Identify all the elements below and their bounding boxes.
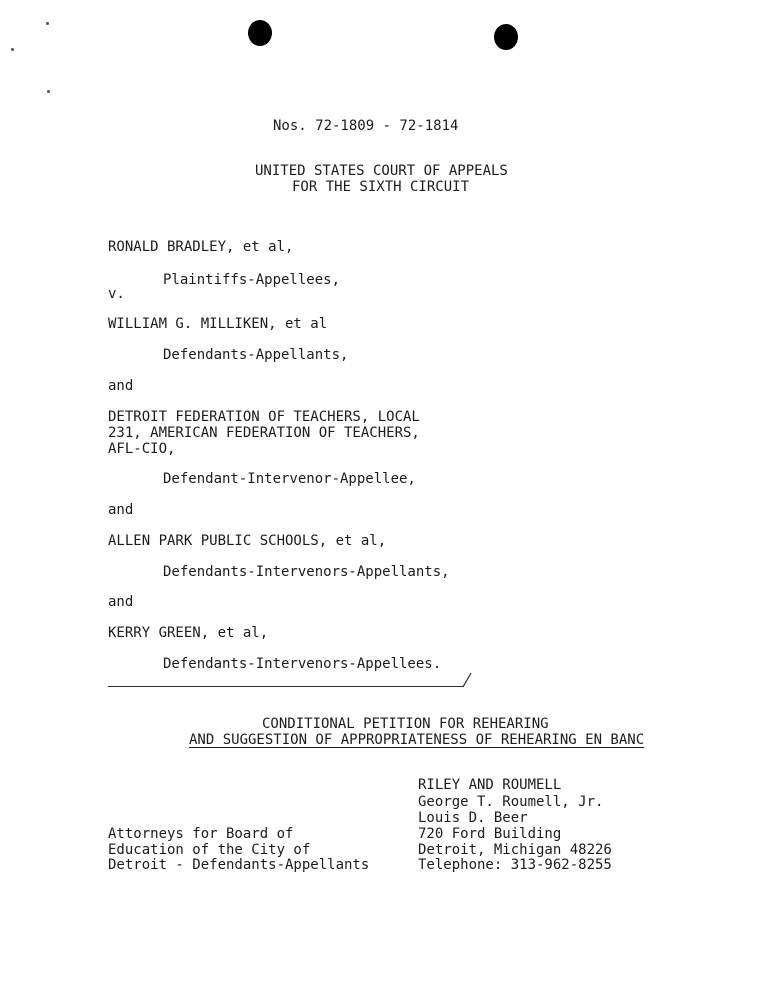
caption-rule-slash: [462, 672, 472, 688]
petition-title-line1: CONDITIONAL PETITION FOR REHEARING: [262, 716, 549, 732]
attorney-name: George T. Roumell, Jr.: [418, 794, 604, 810]
attorneys-for-line1: Attorneys for Board of: [108, 826, 294, 842]
versus: v.: [108, 286, 125, 302]
punch-hole-right: [494, 24, 518, 50]
conjunction-and: and: [108, 378, 134, 394]
attorneys-for-line2: Education of the City of: [108, 842, 311, 858]
party-plaintiff-role: Plaintiffs-Appellees,: [163, 272, 341, 288]
party-schools-role: Defendants-Intervenors-Appellants,: [163, 564, 450, 580]
firm-name: RILEY AND ROUMELL: [418, 777, 562, 793]
conjunction-and: and: [108, 502, 134, 518]
scan-speck: [11, 48, 14, 51]
attorneys-for-line3: Detroit - Defendants-Appellants: [108, 857, 370, 873]
party-intervenor-name-line1: DETROIT FEDERATION OF TEACHERS, LOCAL: [108, 409, 420, 425]
party-intervenor-name-line3: AFL-CIO,: [108, 441, 176, 457]
scan-speck: [46, 22, 49, 25]
party-green-role: Defendants-Intervenors-Appellees.: [163, 656, 442, 672]
court-name-line1: UNITED STATES COURT OF APPEALS: [255, 163, 508, 179]
party-intervenor-name-line2: 231, AMERICAN FEDERATION OF TEACHERS,: [108, 425, 420, 441]
firm-telephone: Telephone: 313-962-8255: [418, 857, 612, 873]
punch-hole-left: [248, 20, 272, 46]
case-numbers: Nos. 72-1809 - 72-1814: [273, 118, 459, 134]
party-defendant-role: Defendants-Appellants,: [163, 347, 349, 363]
party-schools-name: ALLEN PARK PUBLIC SCHOOLS, et al,: [108, 533, 387, 549]
party-plaintiff-name: RONALD BRADLEY, et al,: [108, 239, 294, 255]
court-name-line2: FOR THE SIXTH CIRCUIT: [292, 179, 470, 195]
party-green-name: KERRY GREEN, et al,: [108, 625, 269, 641]
firm-address-line1: 720 Ford Building: [418, 826, 562, 842]
attorney-name: Louis D. Beer: [418, 810, 528, 826]
scan-speck: [47, 90, 50, 93]
party-defendant-name: WILLIAM G. MILLIKEN, et al: [108, 316, 328, 332]
party-intervenor-role: Defendant-Intervenor-Appellee,: [163, 471, 416, 487]
petition-title-line2: AND SUGGESTION OF APPROPRIATENESS OF REHEARING EN BANC: [189, 732, 645, 748]
caption-rule: [108, 686, 464, 687]
firm-address-line2: Detroit, Michigan 48226: [418, 842, 612, 858]
conjunction-and: and: [108, 594, 134, 610]
